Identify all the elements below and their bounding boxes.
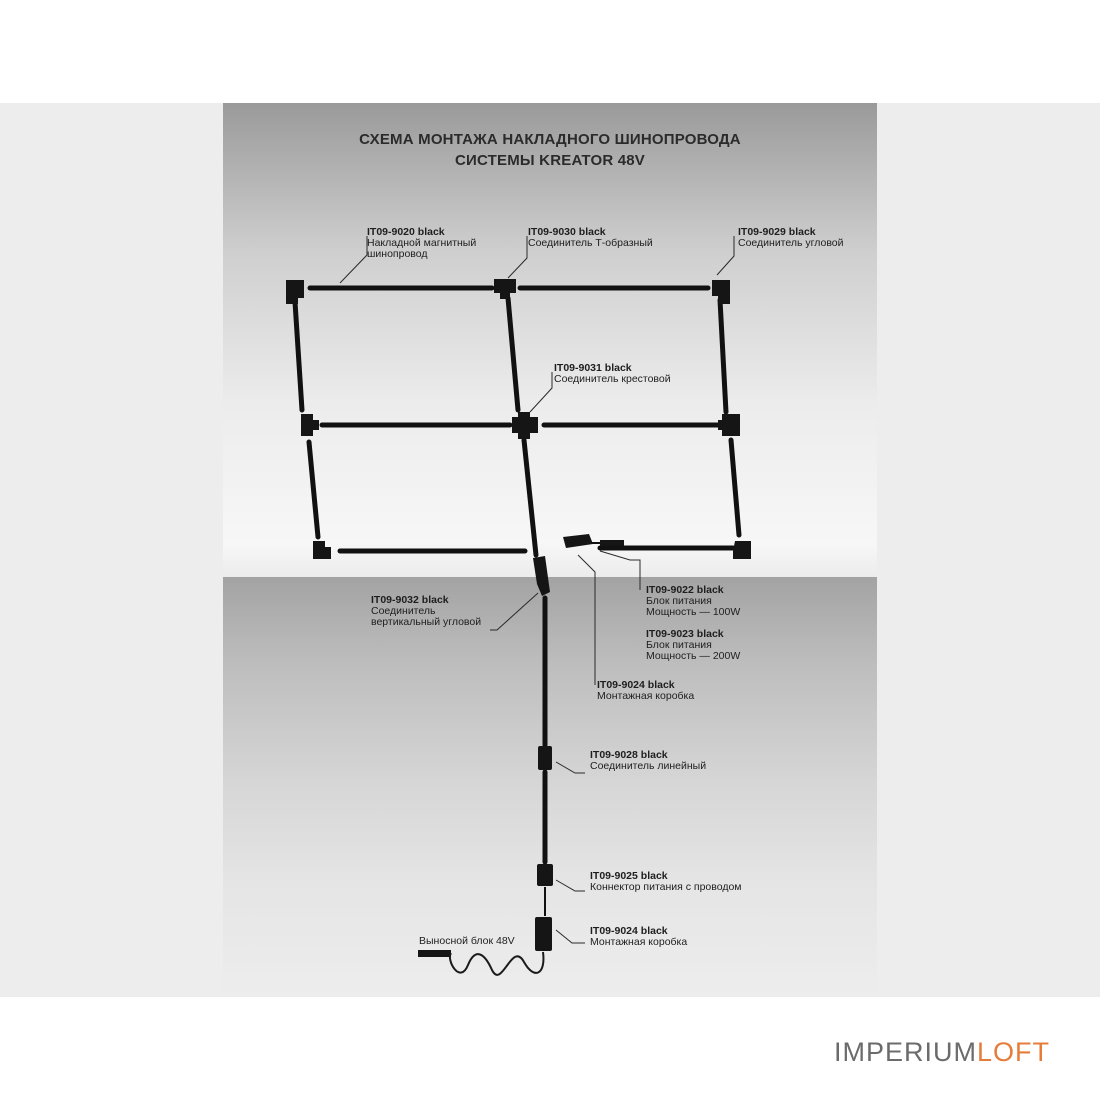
label-remote-unit: Выносной блок 48V [419, 935, 515, 947]
leader-box-bottom [556, 930, 585, 943]
vertical-corner-connector [533, 556, 550, 596]
power-supply-unit [563, 534, 593, 548]
junction-box-bottom [535, 917, 552, 951]
label-box-top: IT09-9024 black Монтажная коробка [597, 679, 695, 702]
leader-linear [556, 762, 585, 773]
leader-t-connector [508, 236, 527, 278]
label-box-bottom: IT09-9024 black Монтажная коробка [590, 925, 688, 948]
diagram-title-line-1: СХЕМА МОНТАЖА НАКЛАДНОГО ШИНОПРОВОДА [359, 131, 741, 148]
linear-connector [538, 746, 552, 770]
label-rail: IT09-9020 black Накладной магнитный шинопровод [367, 226, 477, 260]
corner-connector-top-right [712, 280, 730, 304]
rail-vertical-right-lower [731, 440, 739, 535]
leader-power-connector [556, 880, 585, 891]
label-corner-connector: IT09-9029 black Соединитель угловой [738, 226, 844, 249]
leader-corner [717, 236, 734, 275]
corner-connector-top-left [286, 280, 304, 304]
leader-rail [340, 236, 367, 283]
rail-vertical-right-upper [720, 300, 726, 412]
cross-connector [512, 412, 538, 439]
label-linear-connector: IT09-9028 black Соединитель линейный [590, 749, 707, 772]
diagram-title-line-2: СИСТЕМЫ KREATOR 48V [454, 152, 646, 169]
label-psu-100: IT09-9022 black Блок питания Мощность — 100W [646, 584, 741, 618]
leader-box-top [578, 555, 595, 685]
remote-unit-block [418, 950, 451, 957]
power-wire [450, 952, 544, 975]
power-connector [537, 864, 553, 886]
label-cross-connector: IT09-9031 black Соединитель крестовой [554, 362, 671, 385]
rail-vertical-left-upper [295, 302, 302, 410]
leader-cross [530, 372, 552, 412]
rail-vertical-center-lower [524, 440, 536, 555]
label-power-connector: IT09-9025 black Коннектор питания с проводом [590, 870, 742, 893]
t-connector-middle-right [718, 414, 740, 436]
t-connector-top [494, 279, 516, 299]
label-t-connector: IT09-9030 black Соединитель Т-образный [528, 226, 653, 249]
corner-connector-bottom-right [733, 541, 751, 559]
leader-vertical-corner [490, 593, 538, 630]
rail-vertical-left-lower [309, 442, 318, 537]
t-connector-middle-left [301, 414, 319, 436]
corner-connector-bottom-left [313, 541, 331, 559]
label-psu-200: IT09-9023 black Блок питания Мощность — 200W [646, 628, 741, 662]
rail-vertical-center-upper [508, 298, 518, 410]
leader-psu [600, 551, 640, 590]
label-vertical-corner: IT09-9032 black Соединитель вертикальный угловой [371, 594, 482, 628]
psu-plug [600, 540, 624, 546]
brand-logo: IMPERIUMLOFT [834, 1037, 1051, 1067]
